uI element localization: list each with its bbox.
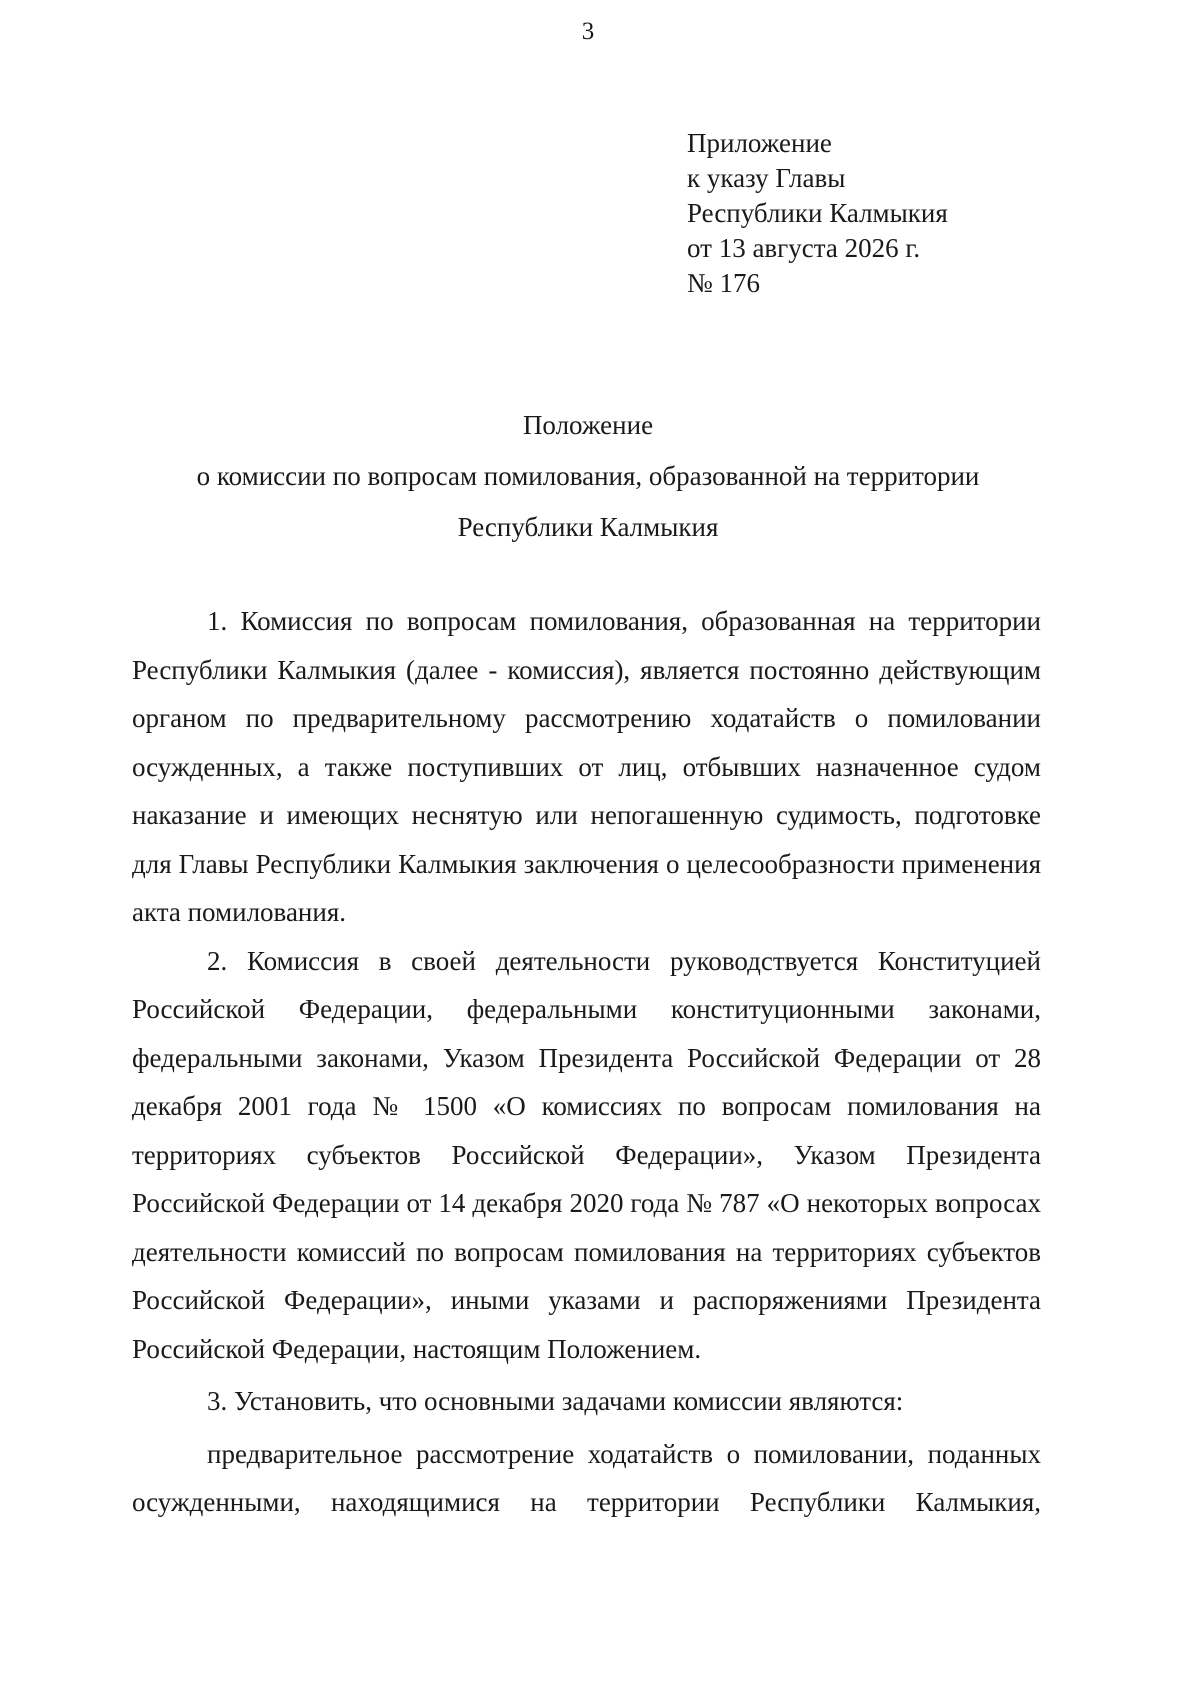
paragraph: 1. Комиссия по вопросам помилования, образованная на территории Республики Калмыкия (далее - комиссия), является постоянно действующим органом по предварительному рассмотрению ходатайств о помиловании осужденных, а также поступивших от лиц, отбывших назначенное судом наказание и имеющих неснятую или непогашенную судимость, подготовке для Главы Республики Калмыкия заключения о целесообразности применения акта помилования. bbox=[132, 606, 1041, 927]
title-line: о комиссии по вопросам помилования, образованной на территории bbox=[196, 461, 980, 491]
paragraph: 3. Установить, что основными задачами комиссии являются: bbox=[207, 1386, 904, 1416]
appendix-header bbox=[687, 126, 948, 301]
title-line: Республики Калмыкия bbox=[457, 512, 719, 542]
paragraph: 2. Комиссия в своей деятельности руководствуется Конституцией Российской Федерации, федеральными конституционными законами, федеральными законами, Указом Президента Российской Федерации от 28 декабря 2001 года № 1500 «О комиссиях по вопросам помилования на территориях субъектов Российской Федерации», Указом Президента Российской Федерации от 14 декабря 2020 года № 787 «О некоторых вопросах деятельности комиссий по вопросам помилования на территориях субъектов Российской Федерации», иными указами и распоряжениями Президента Российской Федерации, настоящим Положением. bbox=[132, 945, 1041, 1364]
title-line: Положение bbox=[522, 410, 654, 440]
document-title bbox=[0, 400, 1176, 553]
appendix-line: от 13 августа 2026 г. bbox=[687, 233, 921, 263]
document-body bbox=[132, 597, 1041, 1527]
appendix-line: Приложение bbox=[687, 128, 832, 158]
appendix-line: № 176 bbox=[687, 268, 761, 298]
appendix-line: к указу Главы bbox=[687, 163, 846, 193]
page-number: 3 bbox=[581, 18, 595, 45]
appendix-line: Республики Калмыкия bbox=[687, 198, 948, 228]
paragraph: предварительное рассмотрение ходатайств о помиловании, поданных осужденными, находящимися на территории Республики Калмыкия, bbox=[132, 1438, 1041, 1517]
